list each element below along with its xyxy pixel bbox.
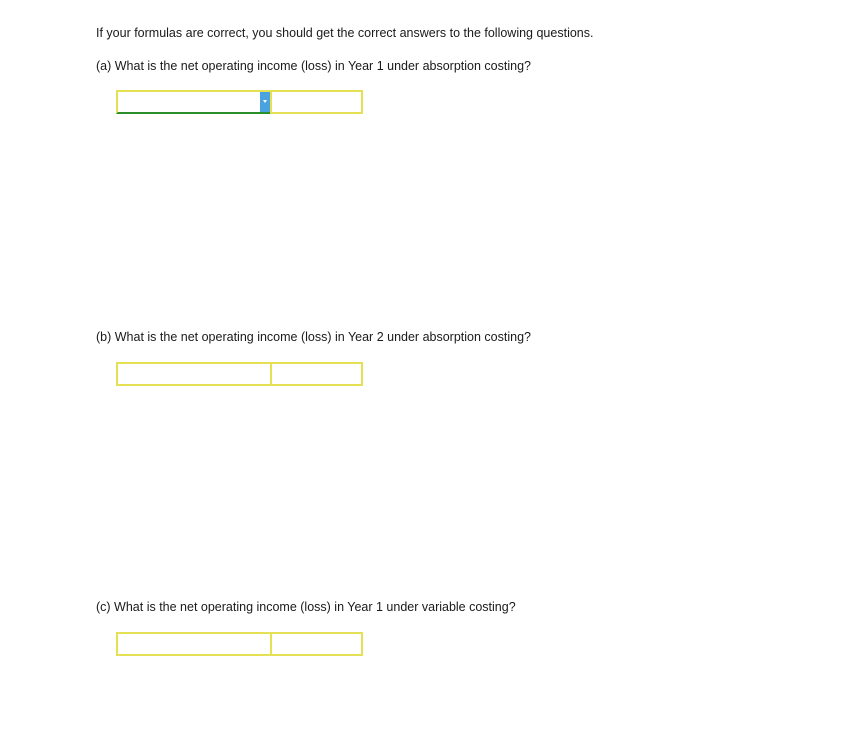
question-c-label-input[interactable] [116, 632, 272, 656]
question-a-amount-input[interactable] [270, 90, 363, 114]
question-c-answer-row [116, 632, 363, 656]
question-a-answer-row [116, 90, 363, 114]
question-b-amount-input[interactable] [270, 362, 363, 386]
question-b-label: (b) What is the net operating income (loss) in Year 2 under absorption costing? [96, 330, 531, 344]
chevron-down-icon[interactable] [260, 92, 270, 112]
instructions-text: If your formulas are correct, you should get the correct answers to the following questions. [96, 26, 594, 40]
question-c-label: (c) What is the net operating income (loss) in Year 1 under variable costing? [96, 600, 516, 614]
question-c-amount-input[interactable] [270, 632, 363, 656]
question-b-label-input[interactable] [116, 362, 272, 386]
question-a-dropdown[interactable] [116, 90, 272, 114]
question-a-label: (a) What is the net operating income (loss) in Year 1 under absorption costing? [96, 59, 531, 73]
question-b-answer-row [116, 362, 363, 386]
